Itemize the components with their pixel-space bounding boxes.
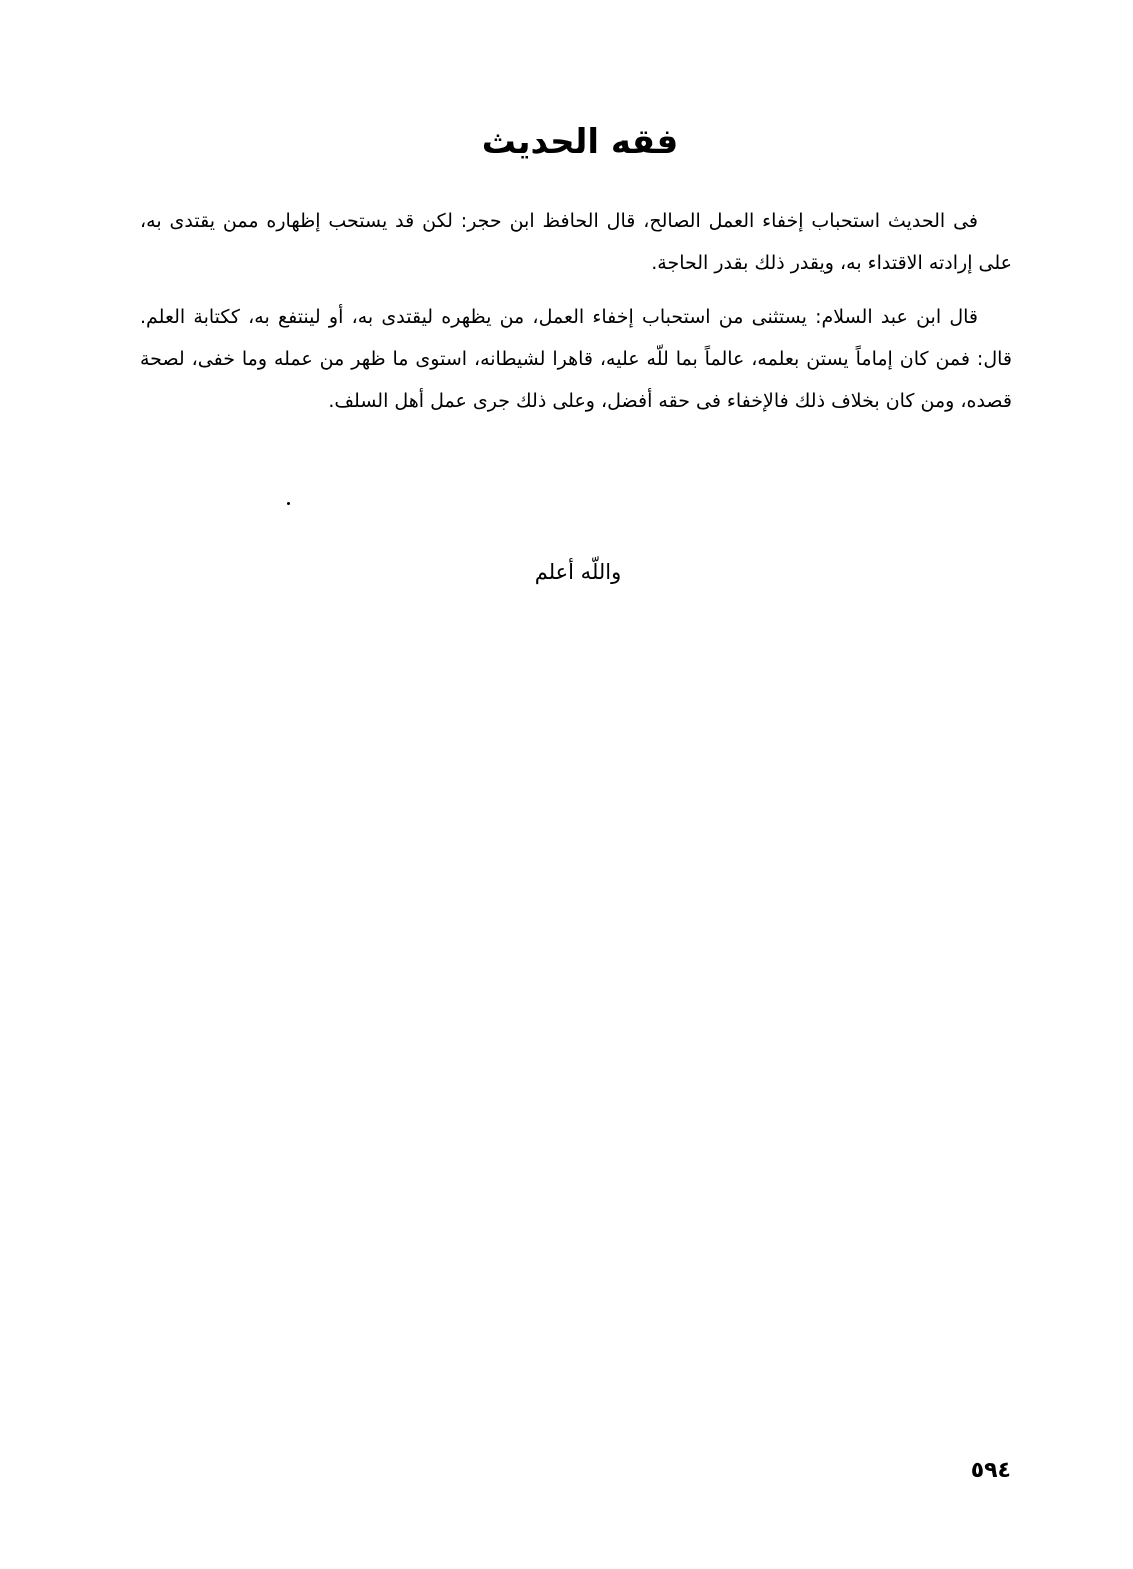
paragraph-1: فى الحديث استحباب إخفاء العمل الصالح، قال الحافظ ابن حجر: لكن قد يستحب إظهاره ممن يقتدى به، على إرادته الاقتداء به، ويقدر ذلك بقدر الحاجة. [140, 210, 1012, 274]
stray-mark [287, 502, 290, 505]
closing-phrase: واللّه أعلم [534, 560, 622, 584]
page-number: ٥٩٤ [970, 1458, 1011, 1483]
page-title: فقه الحديث [481, 122, 679, 162]
paragraph-2: قال ابن عبد السلام: يستثنى من استحباب إخفاء العمل، من يظهره ليقتدى به، أو لينتفع به، ككتابة العلم. قال: فمن كان إماماً يستن بعلمه، عالماً بما للّه عليه، قاهرا لشيطانه، استوى ما ظهر من عمله وما خفى، لصحة قصده، ومن كان بخلاف ذلك فالإخفاء فى حقه أفضل، وعلى ذلك جرى عمل أهل السلف. [140, 306, 1012, 412]
body-text [140, 200, 1012, 434]
